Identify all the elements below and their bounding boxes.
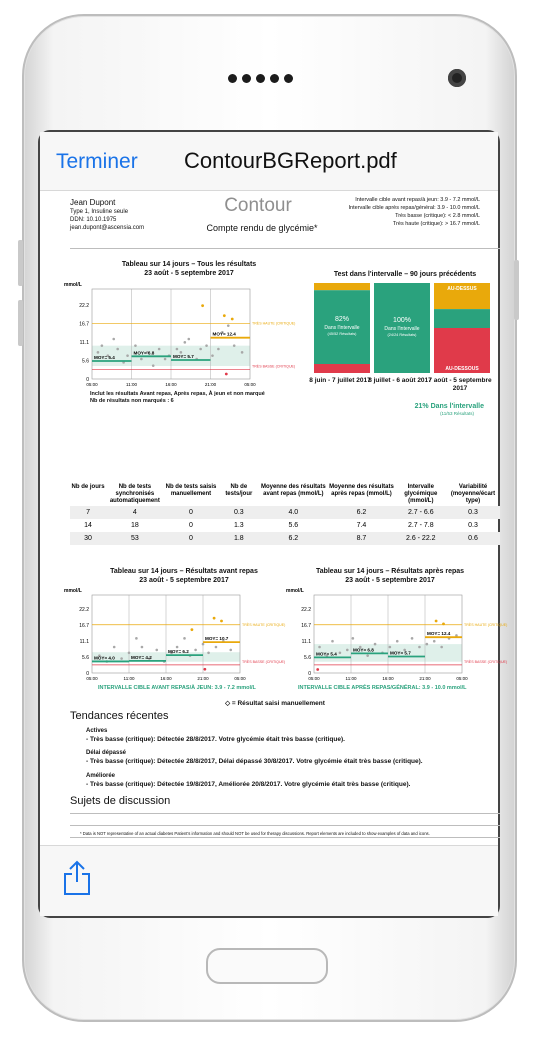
very-low-label: TRÈS BASSE (CRITIQUE) [464,659,508,664]
stats-header: Nb de tests saisis manuellement [165,484,217,497]
chart-before-target: INTERVALLE CIBLE AVANT REPAS/À JEUN: 3.9 - 7.2 mmol/L [98,685,256,691]
chart-before-subtitle: 23 août - 5 septembre 2017 [139,577,229,584]
very-high-label: TRÈS HAUTE (CRITIQUE) [252,321,296,326]
data-point [116,348,119,351]
stats-cell: 1.3 [233,522,244,529]
stats-cell: 2.7 - 7.8 [407,522,434,529]
y-tick-label: 0 [308,671,311,677]
data-point [141,646,144,649]
trend-text-active: - Très basse (critique): Détectée 28/8/2017. Votre glycémie était très basse (critique). [86,736,345,743]
data-point [207,651,210,654]
stats-table [70,483,500,545]
data-point [112,338,115,341]
data-point [346,649,349,652]
y-tick-label: 11.1 [301,638,311,645]
average-label: MOY= 6.8 [133,350,155,356]
target-very-low: Très basse (critique): < 2.8 mmol/L [395,213,480,219]
data-point [215,646,218,649]
average-label: MOY= 4.0 [94,655,115,661]
trends-heading: Tendances récentes [70,710,169,722]
data-point [128,651,131,654]
range-percent: 82% [334,316,350,324]
x-tick-label: 16:00 [382,676,394,681]
stats-cell: 7 [70,506,106,519]
patient-dob: DDN: 10.10.1975 [70,217,117,223]
y-tick-label: 22.2 [301,606,311,613]
speaker-grille [228,74,293,83]
y-tick-label: 5.6 [82,358,89,365]
stats-cell: 8.7 [327,532,395,545]
stats-header: Nb de tests/jour [225,484,253,497]
data-point [211,354,214,357]
data-point [152,364,155,367]
data-point [202,643,205,646]
data-point-high [191,628,194,631]
range-bar-segment [314,283,370,290]
data-point [331,640,334,643]
average-label: MOY= 6.8 [353,647,374,653]
data-point-high [231,318,234,321]
table-row [70,519,500,532]
average-label: MOY= 6.2 [168,649,189,655]
data-point [411,637,414,640]
very-low-label: TRÈS BASSE (CRITIQUE) [242,659,286,664]
data-point [97,351,100,354]
range-count: (45/52 Résultats) [327,332,357,337]
pdf-page[interactable] [40,191,508,849]
home-button[interactable] [206,948,328,984]
x-tick-label: 21:00 [419,676,431,681]
data-point [396,640,399,643]
data-point [183,637,186,640]
data-point [155,649,158,652]
report-title: Compte rendu de glycémie* [206,223,318,233]
discussion-line [70,813,500,814]
stats-cell: 14 [84,522,92,529]
range-bar-segment [434,309,490,328]
stats-header: Moyenne des résultats avant repas (mmol/L) [260,484,326,497]
y-tick-label: 16.7 [79,321,89,328]
range-cat-1: 8 juin - 7 juillet 2017 [309,377,371,384]
data-point [126,354,129,357]
x-tick-label: 16:00 [165,382,177,387]
x-tick-label: 05:00 [234,676,246,681]
data-point [134,344,137,347]
chart-before-title: Tableau sur 14 jours – Résultats avant repas [110,568,258,575]
data-point [418,646,421,649]
data-point [318,646,321,649]
range-bar-segment [314,364,370,373]
target-before-meal: Intervalle cible avant repas/à jeun: 3.9 - 7.2 mmol/L [355,197,480,203]
data-point [113,646,116,649]
manual-entry-legend: ◇ = Résultat saisi manuellement [225,700,325,707]
range-cat-3: 7 août - 5 septembre 2017 [428,377,492,392]
stats-header: Moyenne des résultats après repas (mmol/L) [329,484,394,497]
range-third-count: (11/53 Résultats) [440,411,474,416]
data-point-high [223,314,226,317]
stats-cell: 0.3 [446,506,500,519]
stats-header: Variabilité (moyenne/écart type) [450,484,496,504]
patient-email: jean.dupont@ascensia.com [70,225,145,231]
data-point [184,341,187,344]
chart-all-included: Inclut les résultats Avant repas, Après repas, À jeun et non marqué [90,391,265,397]
stats-cell: 5.6 [288,522,299,529]
data-point [120,657,123,660]
data-point [229,649,232,652]
data-point [339,651,342,654]
range-segment-label: AU-DESSUS [447,286,477,292]
y-tick-label: 11.1 [79,638,89,645]
x-tick-label: 21:00 [197,676,209,681]
stats-cell: 0 [164,532,219,545]
average-label: MOY= 12.4 [212,331,236,337]
x-tick-label: 11:00 [123,676,135,681]
data-point [366,654,369,657]
data-point-high [201,304,204,307]
disclaimer: * Data is NOT representative of an actual diabetes Patient's information and should NOT be used for therapy discussions. Report elements are included to show examples of data and icons. [80,831,430,836]
stats-cell: 18 [130,522,139,529]
header-divider [70,248,500,249]
data-point-low [203,668,206,671]
nav-bar [40,132,498,191]
x-tick-label: 11:00 [126,382,137,387]
y-tick-label: 5.6 [82,654,89,661]
chart-all-subtitle: 23 août - 5 septembre 2017 [144,270,234,277]
contour-logo: Contour [224,195,292,216]
done-button[interactable]: Terminer [56,150,138,173]
stats-cell: 4.0 [259,506,327,519]
trend-label-overdue: Délai dépassé [86,750,127,756]
discussion-heading: Sujets de discussion [70,795,171,807]
x-tick-label: 16:00 [160,676,172,681]
discussion-line [70,837,500,838]
data-point-high [213,617,216,620]
share-icon[interactable] [62,860,92,896]
stats-cell: 0 [164,506,219,519]
data-point [227,324,230,327]
y-tick-label: 22.2 [79,606,89,613]
chart-range-title: Test dans l'intervalle – 90 jours précédents [333,271,477,278]
stats-cell: 6.2 [259,532,327,545]
patient-type: Type 1, Insuline seule [70,209,129,215]
stats-cell: 30 [70,532,106,545]
average-label: MOY= 5.4 [316,651,337,657]
chart-all-unmarked: Nb de résultats non marqués : 6 [90,398,174,404]
stats-header: Intervalle glycémique (mmol/L) [404,484,438,504]
x-tick-label: 21:00 [204,382,217,387]
chart-in-range [314,283,490,373]
volume-down-button [18,300,23,346]
document-title: ContourBGReport.pdf [184,148,397,173]
data-point [374,643,377,646]
y-tick-label: 11.1 [79,340,89,346]
x-tick-label: 05:00 [308,676,320,681]
range-cat-2: 8 juillet - 6 août 2017 [368,377,432,384]
data-point [194,649,197,652]
y-tick-label: 0 [86,671,89,677]
data-point [158,348,161,351]
data-point [135,637,138,640]
range-segment-label: AU-DESSOUS [445,366,479,372]
data-point [176,348,179,351]
target-very-high: Très haute (critique): > 16.7 mmol/L [392,221,480,227]
data-point [241,351,244,354]
chart-after-title: Tableau sur 14 jours – Résultats après repas [315,568,465,575]
trend-text-improved: - Très basse (critique): Détectée 19/8/2017, Améliorée 20/8/2017. Votre glycémie était très basse (critique). [86,781,411,788]
average-label: MOY= 5.7 [390,650,411,656]
x-tick-label: 05:00 [86,382,98,387]
x-tick-label: 05:00 [244,382,256,387]
stats-cell: 4 [106,506,163,519]
data-point [440,646,443,649]
stats-cell: 0.3 [218,506,259,519]
table-row [70,506,500,519]
trend-label-improved: Améliorée [86,773,116,779]
chart-after-target: INTERVALLE CIBLE APRÈS REPAS/GÉNÉRAL: 3.9 - 10.0 mmol/L [298,685,467,691]
average-label: MOY= 5.4 [94,355,115,360]
target-after-meal: Intervalle cible après repas/général: 3.9 - 10.0 mmol/L [348,205,480,211]
stats-cell: 53 [106,532,163,545]
volume-up-button [18,240,23,286]
stats-header: Nb de jours [71,484,105,490]
data-point-high [220,620,223,623]
data-point [217,348,220,351]
range-third-in-range: 21% Dans l'intervalle [414,403,484,410]
y-tick-label: 5.6 [304,654,311,661]
stats-header: Nb de tests synchronisés automatiquement [109,484,160,504]
data-point [176,646,179,649]
data-point [426,643,429,646]
data-point [389,646,392,649]
data-point [101,344,104,347]
chart-before-meal [64,585,286,685]
screen [38,130,508,918]
chart-all-results [64,279,296,391]
data-point-high [435,620,438,623]
chart-after-subtitle: 23 août - 5 septembre 2017 [345,577,435,584]
range-count: (24/24 Résultats) [387,333,417,337]
average-label: MOY= 10.7 [205,636,229,642]
data-point [199,348,202,351]
patient-name: Jean Dupont [70,198,116,207]
data-point [187,338,190,341]
range-percent: 100% [393,317,411,324]
trend-text-overdue: - Très basse (critique): Détectée 28/8/2017, Délai dépassé 30/8/2017. Votre glycémie était très basse (critique). [86,758,423,765]
y-axis-unit: mmol/L [286,588,304,594]
stats-cell: 6.2 [327,506,395,519]
range-sublabel: Dans l'intervalle [324,325,360,332]
y-axis-unit: mmol/L [64,588,82,594]
stats-cell: 0 [189,522,193,529]
bottom-toolbar [40,845,498,916]
stats-cell: 2.6 - 22.2 [396,532,447,545]
average-label: MOY= 12.4 [427,631,451,637]
data-point [205,344,208,347]
very-high-label: TRÈS HAUTE (CRITIQUE) [242,622,286,627]
stats-cell: 2.7 - 6.6 [396,506,447,519]
data-point [140,358,143,361]
chart-after-meal [286,585,508,685]
table-row [70,532,500,545]
very-high-label: TRÈS HAUTE (CRITIQUE) [464,622,508,627]
average-label: MOY= 4.2 [131,654,152,660]
stats-cell: 7.4 [356,522,367,529]
x-tick-label: 05:00 [86,676,98,681]
very-low-label: TRÈS BASSE (CRITIQUE) [252,364,296,369]
data-point [352,637,355,640]
discussion-line [70,825,500,826]
range-sublabel: Dans l'intervalle [384,326,420,332]
x-tick-label: 11:00 [345,676,357,681]
y-tick-label: 0 [86,377,89,383]
stats-cell: 1.8 [218,532,259,545]
average-label: MOY= 5.7 [173,354,194,359]
data-point-low [225,373,228,376]
y-tick-label: 16.7 [301,622,311,629]
data-point [233,344,236,347]
data-point [433,640,436,643]
stats-cell: 0.3 [468,522,478,529]
data-point [164,358,167,361]
front-camera [448,69,466,87]
data-point-low [316,668,319,671]
y-axis-unit: mmol/L [64,282,82,288]
y-tick-label: 22.2 [79,303,89,309]
y-tick-label: 16.7 [79,622,89,629]
trend-label-active: Actives [86,728,108,734]
data-point-high [442,622,445,625]
chart-all-title: Tableau sur 14 jours – Tous les résultats [121,261,257,268]
x-tick-label: 05:00 [456,676,468,681]
stats-cell: 0.6 [446,532,500,545]
power-button [514,260,519,320]
